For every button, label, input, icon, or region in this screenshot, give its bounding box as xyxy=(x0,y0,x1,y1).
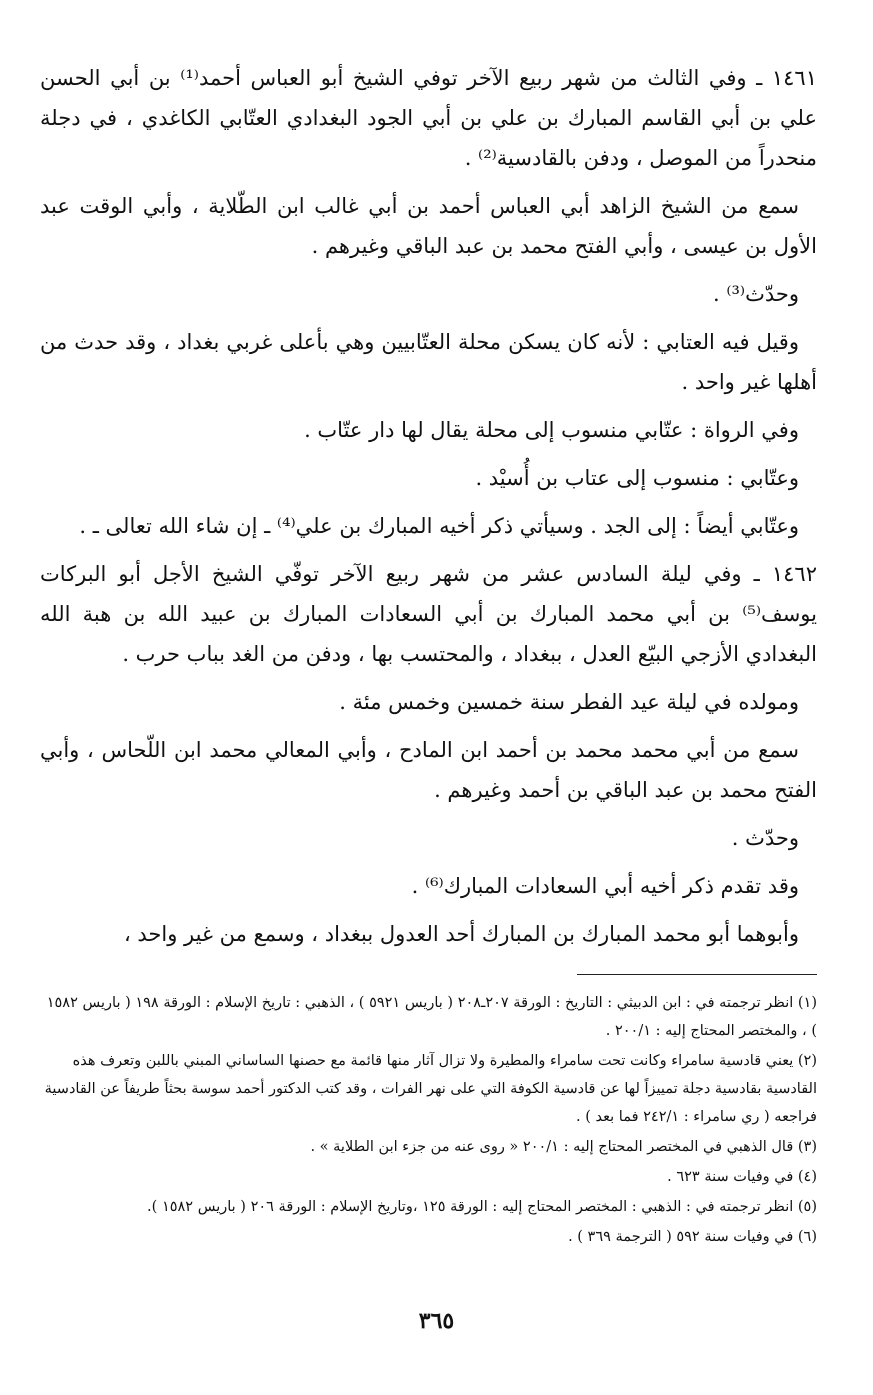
main-text xyxy=(40,58,817,954)
body-paragraph: وعتّابي : منسوب إلى عتاب بن أُسيْد . xyxy=(475,466,799,490)
entry-1462-paragraph: ١٤٦٢ ـ وفي ليلة السادس عشر من شهر ربيع الآخر توفّي الشيخ الأجل أبو البركات يوسف⁽⁵⁾ بن أبي محمد المبارك بن أبي السعادات المبارك بن عبيد الله بن هبة الله البغدادي الأزجي البيّع العدل ، ببغداد ، والمحتسب بها ، ودفن من الغد بباب حرب . xyxy=(40,562,817,666)
entry-1461-paragraph: ١٤٦١ ـ وفي الثالث من شهر ربيع الآخر توفي الشيخ أبو العباس أحمد⁽¹⁾ بن أبي الحسن علي بن أبي القاسم المبارك بن علي بن أبي الجود البغدادي العتّابي الكاغدي ، في دجلة منحدراً من الموصل ، ودفن بالقادسية⁽²⁾ . xyxy=(40,66,817,170)
footnote-2: (٢) يعني قادسية سامراء وكانت تحت سامراء والمطيرة ولا تزال آثار منها قائمة مع حصنها الساساني المبني باللبن وتعرف هذه القادسية بقادسية دجلة تمييزاً لها عن قادسية الكوفة التي على نهر الفرات ، وقد كتب الدكتور أحمد سوسة بحثاً طريفاً عن القادسية فراجعه ( ري سامراء : ٢٤٢/١ فما بعد ) . xyxy=(44,1053,817,1125)
body-paragraph: ومولده في ليلة عيد الفطر سنة خمسين وخمس مئة . xyxy=(339,690,799,714)
body-paragraph: وحدّث⁽³⁾ . xyxy=(712,282,799,306)
footnotes xyxy=(40,989,817,1251)
footnote-3: (٣) قال الذهبي في المختصر المحتاج إليه : ٢٠٠/١ « روى عنه من جزء ابن الطلاية » . xyxy=(310,1139,817,1155)
body-paragraph: وقيل فيه العتابي : لأنه كان يسكن محلة العتّابيين وهي بأعلى غربي بغداد ، وقد حدث من أهلها غير واحد . xyxy=(40,330,817,394)
page-number: ٣٦٥ xyxy=(418,1308,455,1334)
body-paragraph: وقد تقدم ذكر أخيه أبي السعادات المبارك⁽⁶⁾ . xyxy=(411,874,799,898)
footnote-5: (٥) انظر ترجمته في : الذهبي : المختصر المحتاج إليه : الورقة ١٢٥ ،وتاريخ الإسلام : الورقة ٢٠٦ ( باريس ١٥٨٢ ). xyxy=(147,1199,817,1215)
body-paragraph: سمع من الشيخ الزاهد أبي العباس أحمد بن أبي غالب ابن الطّلاية ، وأبي الوقت عبد الأول بن عيسى ، وأبي الفتح محمد بن عبد الباقي وغيرهم . xyxy=(40,194,817,258)
footnote-6: (٦) في وفيات سنة ٥٩٢ ( الترجمة ٣٦٩ ) . xyxy=(568,1229,817,1245)
body-paragraph: وفي الرواة : عتّابي منسوب إلى محلة يقال لها دار عتّاب . xyxy=(304,418,799,442)
body-paragraph: وحدّث . xyxy=(731,826,799,850)
footnote-1: (١) انظر ترجمته في : ابن الدبيثي : التاريخ : الورقة ٢٠٧ـ٢٠٨ ( باريس ٥٩٢١ ) ، الذهبي : تاريخ الإسلام : الورقة ١٩٨ ( باريس ١٥٨٢ ) ، والمختصر المحتاج إليه : ٢٠٠/١ . xyxy=(46,995,817,1039)
body-paragraph: وأبوهما أبو محمد المبارك بن المبارك أحد العدول ببغداد ، وسمع من غير واحد ، xyxy=(123,922,799,946)
footnote-4: (٤) في وفيات سنة ٦٢٣ . xyxy=(667,1169,817,1185)
body-paragraph: وعتّابي أيضاً : إلى الجد . وسيأتي ذكر أخيه المبارك بن علي⁽⁴⁾ ـ إن شاء الله تعالى ـ . xyxy=(79,514,799,538)
body-paragraph: سمع من أبي محمد محمد بن أحمد ابن المادح ، وأبي المعالي محمد ابن اللّحاس ، وأبي الفتح محمد بن عبد الباقي بن أحمد وغيرهم . xyxy=(40,738,817,802)
footnote-divider xyxy=(577,974,817,975)
